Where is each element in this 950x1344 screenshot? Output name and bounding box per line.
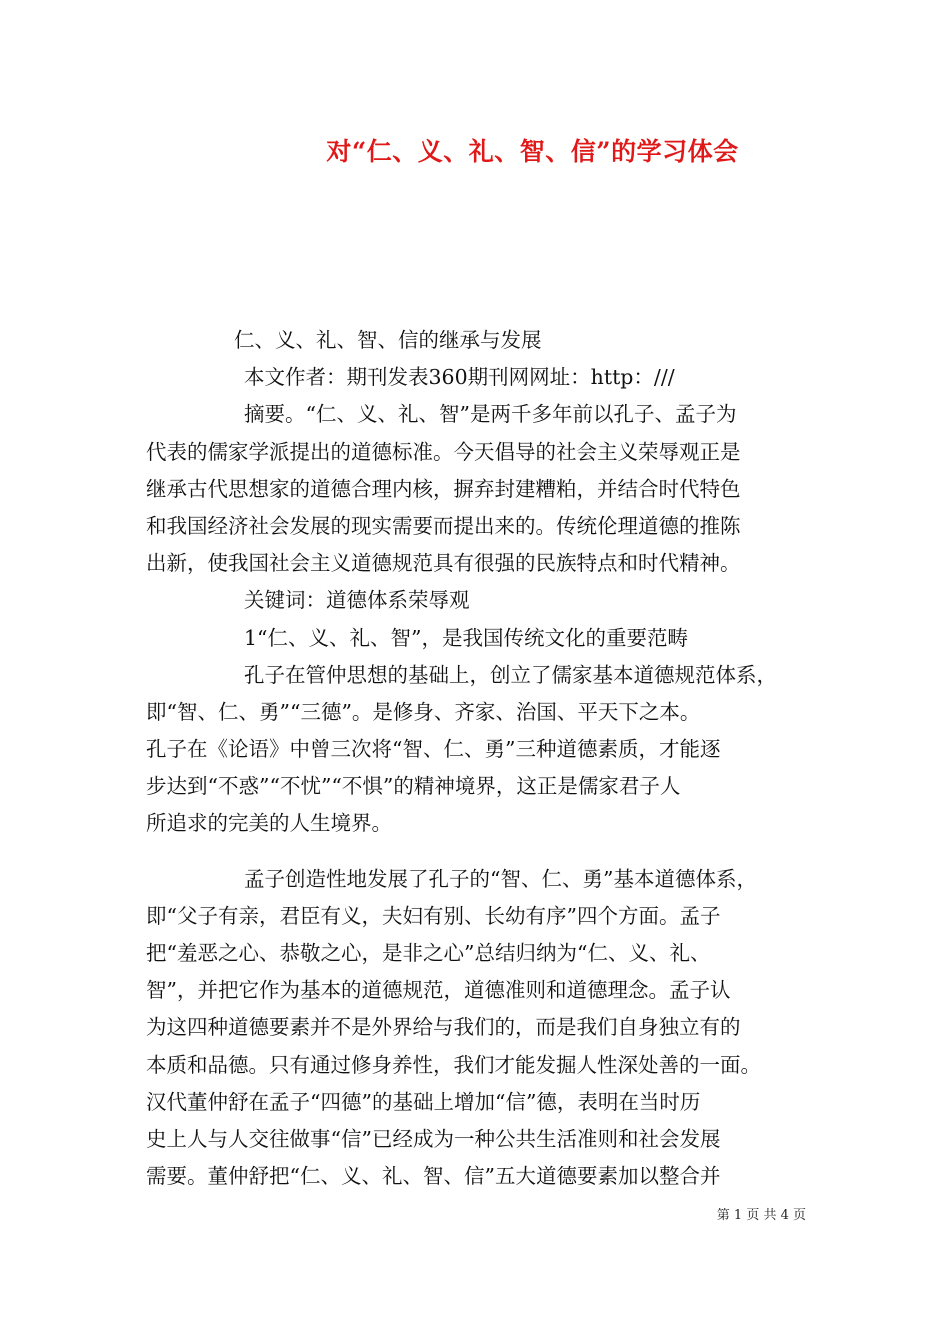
paragraph-line: 把“羞恶之心、恭敬之心，是非之心”总结归纳为“仁、义、礼、 <box>146 941 711 965</box>
paragraph-spacer <box>146 843 826 861</box>
paragraph-line: 即“父子有亲，君臣有义，夫妇有别、长幼有序”四个方面。孟子 <box>146 903 721 928</box>
paragraph-line: 孟子创造性地发展了孔子的“智、仁、勇”基本道德体系， <box>244 866 757 891</box>
paragraph-line: 即“智、仁、勇”“三德”。是修身、齐家、治国、平天下之本。 <box>146 699 701 724</box>
abstract-line: 继承古代思想家的道德合理内核，摒弃封建糟粕，并结合时代特色 <box>146 476 741 501</box>
paragraph-line: 智”，并把它作为基本的道德规范，道德准则和道德理念。孟子认 <box>146 978 731 1003</box>
paragraph-line: 汉代董仲舒在孟子“四德”的基础上增加“信”德，表明在当时历 <box>146 1089 701 1114</box>
abstract-line: 摘要。“仁、义、礼、智”是两千多年前以孔子、孟子为 <box>244 402 737 427</box>
paragraph-line: 本质和品德。只有通过修身养性，我们才能发掘人性深处善的一面。 <box>146 1052 761 1077</box>
paragraph-line: 史上人与人交往做事“信”已经成为一种公共生活准则和社会发展 <box>146 1126 721 1151</box>
abstract-line: 出新，使我国社会主义道德规范具有很强的民族特点和时代精神。 <box>146 551 741 576</box>
subtitle: 仁、义、礼、智、信的继承与发展 <box>234 328 542 352</box>
paragraph-line: 孔子在管仲思想的基础上，创立了儒家基本道德规范体系， <box>244 662 777 687</box>
paragraph-line: 所追求的完美的人生境界。 <box>146 811 392 836</box>
section-heading: 1“仁、义、礼、智”，是我国传统文化的重要范畴 <box>244 625 689 650</box>
paragraph-line: 孔子在《论语》中曾三次将“智、仁、勇”三种道德素质，才能逐 <box>146 737 721 762</box>
abstract-line: 代表的儒家学派提出的道德标准。今天倡导的社会主义荣辱观正是 <box>146 439 741 464</box>
abstract-line: 和我国经济社会发展的现实需要而提出来的。传统伦理道德的推陈 <box>146 513 741 538</box>
paragraph-line: 步达到“不惑”“不忧”“不惧”的精神境界，这正是儒家君子人 <box>146 774 681 799</box>
page-number-footer: 第 1 页 共 4 页 <box>716 1208 806 1223</box>
keywords-line: 关键词：道德体系荣辱观 <box>244 588 470 613</box>
paragraph-line: 需要。董仲舒把“仁、义、礼、智、信”五大道德要素加以整合并 <box>146 1164 721 1189</box>
document-title: 对“仁、义、礼、智、信”的学习体会 <box>326 137 739 166</box>
document-body <box>146 322 826 1195</box>
paragraph-line: 为这四种道德要素并不是外界给与我们的，而是我们自身独立有的 <box>146 1015 741 1040</box>
author-meta-line: 本文作者：期刊发表360期刊网网址：http：/// <box>244 365 675 390</box>
